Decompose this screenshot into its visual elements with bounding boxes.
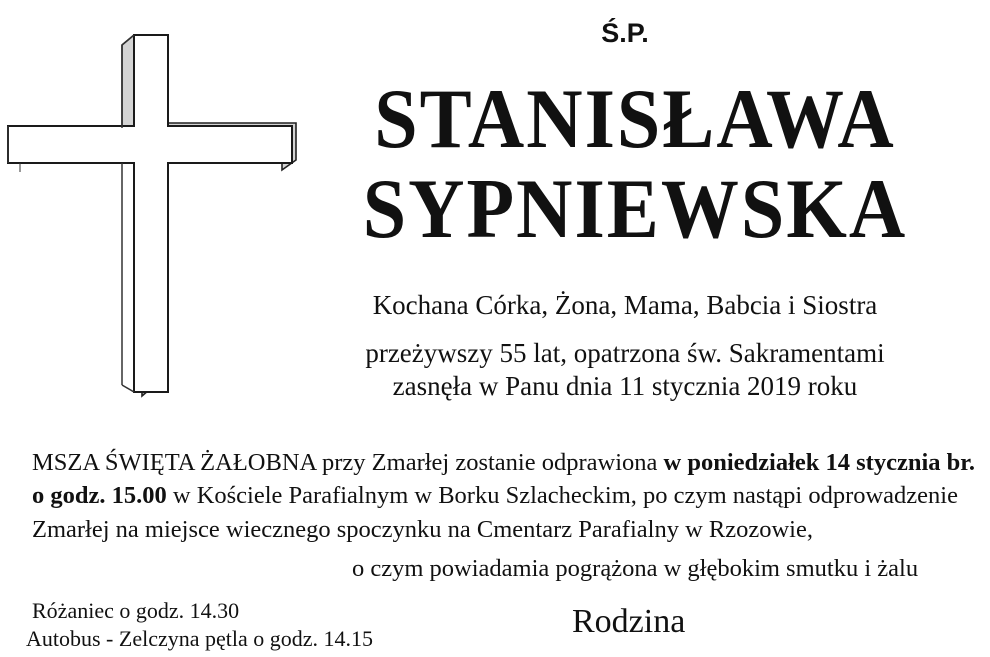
mass-text: przy Zmarłej zostanie odprawiona — [315, 449, 664, 476]
last-name: SYPNIEWSKA — [362, 161, 908, 256]
mass-title: MSZA ŚWIĘTA ŻAŁOBNA — [32, 449, 316, 476]
bus-info: Autobus - Zelczyna pętla o godz. 14.15 — [26, 626, 374, 651]
subtitle-line-1: Kochana Córka, Żona, Mama, Babcia i Siostra — [372, 290, 878, 320]
subtitle-line-2: przeżywszy 55 lat, opatrzona św. Sakramentami — [365, 338, 885, 368]
mass-line-1 — [32, 451, 975, 476]
mass-line-4: o czym powiadamia pogrążona w głębokim smutku i żalu — [352, 555, 919, 582]
subtitle-line-3: zasnęła w Panu dnia 11 stycznia 2019 roku — [392, 371, 858, 401]
signature: Rodzina — [572, 603, 686, 640]
mass-location: w Kościele Parafialnym w Borku Szlacheckim, po czym nastąpi odprowadzenie — [166, 482, 958, 509]
mass-line-3: Zmarłej na miejsce wiecznego spoczynku na Cmentarz Parafialny w Rzozowie, — [32, 516, 813, 543]
first-name: STANISŁAWA — [374, 71, 896, 166]
rosary-info: Różaniec o godz. 14.30 — [32, 598, 240, 623]
mass-date: w poniedziałek 14 stycznia br. — [663, 449, 976, 476]
prefix-label: Ś.P. — [601, 18, 649, 48]
mass-time: o godz. 15.00 — [32, 482, 167, 509]
mass-line-2 — [32, 484, 958, 509]
